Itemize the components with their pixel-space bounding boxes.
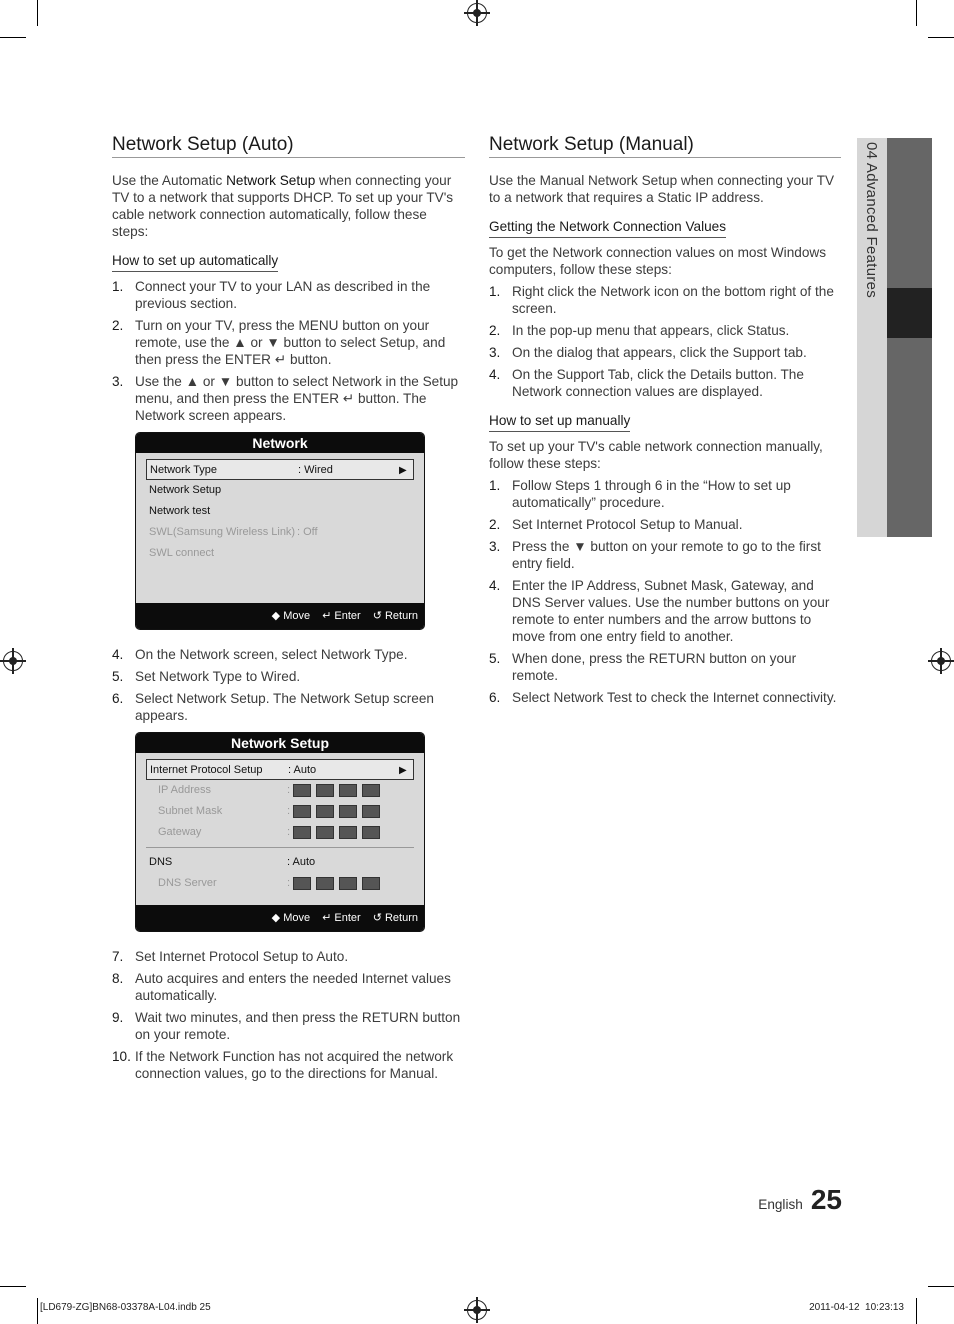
list-item: 2. Set Internet Protocol Setup to Manual. bbox=[489, 517, 743, 532]
registration-mark-icon bbox=[3, 651, 23, 671]
updown-icon: ◆ bbox=[271, 911, 281, 924]
osd-title: Network Setup bbox=[136, 733, 424, 753]
enter-icon: ↵ bbox=[322, 911, 332, 924]
list-item: 5. When done, press the RETURN button on your remote. bbox=[489, 651, 797, 683]
registration-mark-icon bbox=[467, 1300, 487, 1320]
list-item: 6. Select Network Setup. The Network Setup screen appears. bbox=[112, 691, 434, 723]
crop-mark bbox=[0, 1286, 26, 1287]
list-item: 2. In the pop-up menu that appears, click Status. bbox=[489, 323, 790, 338]
section-title-manual: Network Setup (Manual) bbox=[489, 132, 841, 158]
crop-mark bbox=[928, 37, 954, 38]
registration-mark-icon bbox=[931, 651, 951, 671]
crop-mark bbox=[37, 1298, 38, 1324]
steps-list-manual bbox=[489, 477, 841, 706]
list-item: 4. On the Support Tab, click the Details button. The Network connection values are displayed. bbox=[489, 367, 804, 399]
list-item: 3. Press the ▼ button on your remote to go to the first entry field. bbox=[489, 539, 821, 571]
list-item: 1. Follow Steps 1 through 6 in the “How to set up automatically” procedure. bbox=[489, 478, 791, 510]
list-item: 2. Turn on your TV, press the MENU button on your remote, use the ▲ or ▼ button to select Setup, and then press the ENTER ↵ button. bbox=[112, 318, 446, 367]
network-setup-osd-screenshot bbox=[135, 732, 425, 932]
steps-list-1 bbox=[112, 278, 465, 424]
list-item: 9. Wait two minutes, and then press the RETURN button on your remote. bbox=[112, 1010, 461, 1042]
osd-row: Network test bbox=[149, 505, 211, 517]
chapter-tab bbox=[857, 138, 887, 537]
osd-footer: ◆ Move ↵ Enter ↺ Return bbox=[136, 603, 424, 629]
crop-mark bbox=[916, 0, 917, 26]
registration-mark-icon bbox=[467, 3, 487, 23]
return-icon: ↺ bbox=[372, 609, 382, 622]
list-item: 1. Right click the Network icon on the bottom right of the screen. bbox=[489, 284, 834, 316]
list-item: 10. If the Network Function has not acquired the network connection values, go to the directions for Manual. bbox=[112, 1049, 454, 1081]
right-column bbox=[489, 132, 841, 711]
osd-row: Gateway : bbox=[146, 822, 414, 843]
list-item: 3. On the dialog that appears, click the Support tab. bbox=[489, 345, 807, 360]
chapter-tab-active-marker bbox=[887, 288, 932, 338]
subheading-auto: How to set up automatically bbox=[112, 252, 278, 272]
osd-row: Network Type : Wired ▶ bbox=[146, 459, 414, 480]
osd-row: Subnet Mask : bbox=[146, 801, 414, 822]
osd-row: DNS : Auto bbox=[149, 856, 316, 868]
crop-mark bbox=[0, 37, 26, 38]
chapter-tab-strip bbox=[887, 138, 932, 537]
osd-row: SWL(Samsung Wireless Link) : Off bbox=[149, 526, 318, 538]
list-item: 6. Select Network Test to check the Internet connectivity. bbox=[489, 690, 837, 705]
osd-title: Network bbox=[136, 433, 424, 453]
sub-intro-values: To get the Network connection values on most Windows computers, follow these steps: bbox=[489, 245, 826, 277]
list-item: 8. Auto acquires and enters the needed Internet values automatically. bbox=[112, 971, 451, 1003]
sub-intro-manual: To set up your TV's cable network connection manually, follow these steps: bbox=[489, 439, 823, 471]
print-slug-right: 2011-04-12 ︎ 10:23:13 bbox=[809, 1302, 904, 1313]
subheading-manual: How to set up manually bbox=[489, 412, 630, 432]
section-title-auto: Network Setup (Auto) bbox=[112, 132, 465, 158]
crop-mark bbox=[928, 1286, 954, 1287]
osd-footer: ◆ Move ↵ Enter ↺ Return bbox=[136, 905, 424, 931]
crop-mark bbox=[916, 1298, 917, 1324]
list-item: 4. On the Network screen, select Network Type. bbox=[112, 647, 408, 662]
osd-row: Internet Protocol Setup : Auto ▶ bbox=[146, 759, 414, 780]
page-number bbox=[758, 1184, 842, 1216]
list-item: 3. Use the ▲ or ▼ button to select Network in the Setup menu, and then press the ENTER ↵ button. The Network screen appears. bbox=[112, 374, 459, 423]
subheading-values: Getting the Network Connection Values bbox=[489, 218, 726, 238]
chapter-label: 04 Advanced Features bbox=[863, 142, 880, 299]
enter-icon: ↵ bbox=[322, 609, 332, 622]
steps-list-values bbox=[489, 283, 841, 400]
list-item: 5. Set Network Type to Wired. bbox=[112, 669, 301, 684]
list-item: 1. Connect your TV to your LAN as described in the previous section. bbox=[112, 279, 431, 311]
osd-row: IP Address : bbox=[146, 780, 414, 801]
intro-auto: Use the Automatic Network Setup when connecting your TV to a network that supports DHCP. To set up your TV's cable network connection automatically, follow these steps: bbox=[112, 173, 454, 239]
updown-icon: ◆ bbox=[271, 609, 281, 622]
language-label: English bbox=[758, 1197, 803, 1212]
osd-row: SWL connect bbox=[149, 547, 215, 559]
page-number-value: 25 bbox=[810, 1184, 842, 1215]
print-slug-left: [LD679-ZG]BN68-03378A-L04.indb 25 bbox=[40, 1302, 211, 1313]
intro-manual: Use the Manual Network Setup when connecting your TV to a network that requires a Static IP address. bbox=[489, 173, 835, 205]
left-column bbox=[112, 132, 465, 1087]
crop-mark bbox=[37, 0, 38, 26]
osd-row: Network Setup bbox=[149, 484, 222, 496]
steps-list-3 bbox=[112, 948, 465, 1082]
return-icon: ↺ bbox=[372, 911, 382, 924]
list-item: 4. Enter the IP Address, Subnet Mask, Gateway, and DNS Server values. Use the number buttons on your remote to enter numbers and the arrow buttons to move from one entry field to another. bbox=[489, 578, 830, 644]
steps-list-2 bbox=[112, 646, 465, 724]
network-osd-screenshot bbox=[135, 432, 425, 630]
list-item: 7. Set Internet Protocol Setup to Auto. bbox=[112, 949, 349, 964]
osd-row: DNS Server : bbox=[146, 873, 414, 894]
arrow-right-icon: ▶ bbox=[399, 765, 407, 776]
arrow-right-icon: ▶ bbox=[399, 465, 407, 476]
